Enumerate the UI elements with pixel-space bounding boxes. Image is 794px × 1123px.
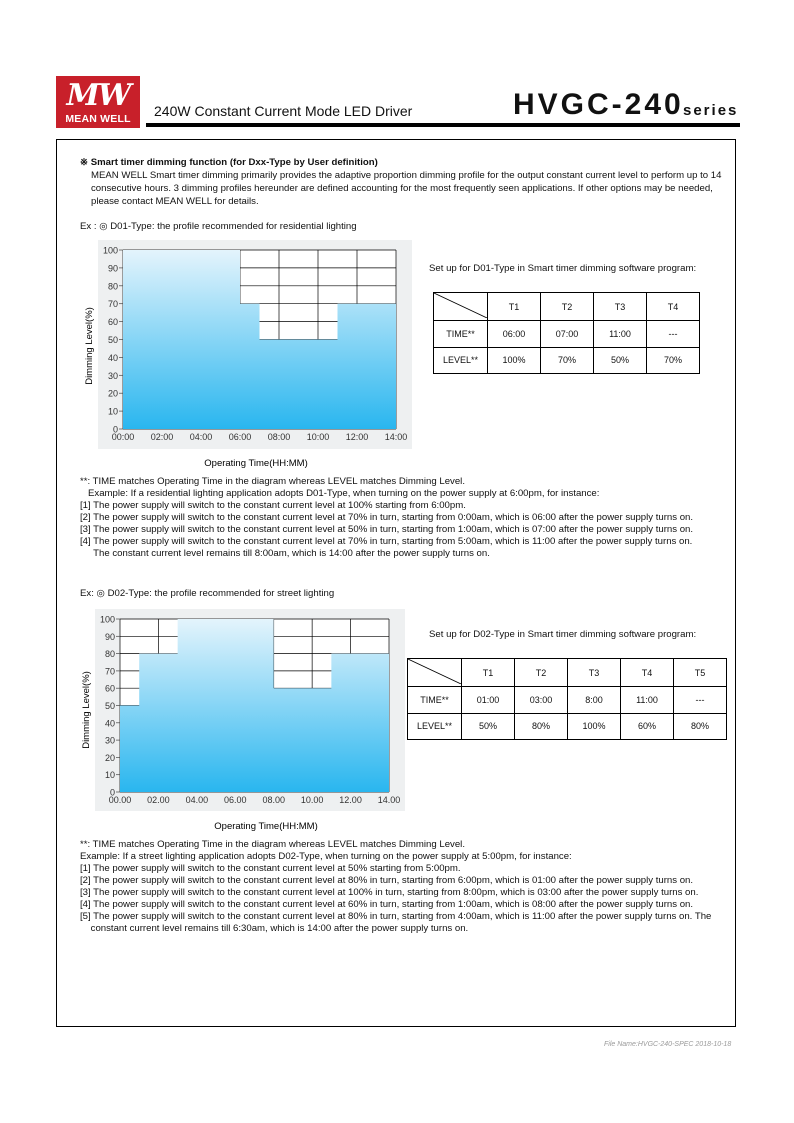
d01-x-tick-label: 08:00 (267, 432, 291, 442)
d02-y-axis-label: Dimming Level(%) (81, 671, 92, 749)
d01-y-tick-label: 10 (107, 406, 118, 417)
d02-x-axis-label: Operating Time(HH:MM) (214, 821, 318, 832)
d01-y-tick-label: 40 (107, 352, 118, 363)
d02-y-tick-label: 70 (104, 666, 115, 677)
d01-x-tick-label: 04:00 (189, 432, 213, 442)
d02-setup-label: Set up for D02-Type in Smart timer dimming software program: (429, 629, 697, 640)
d02-x-tick-label: 02.00 (147, 795, 170, 805)
d02-note: [1] The power supply will switch to the constant current level at 50% starting from 5:00pm. (80, 863, 461, 874)
table-row-level (408, 713, 727, 740)
d02-settings-table (407, 658, 727, 740)
d01-y-tick-label: 30 (107, 370, 118, 381)
column-header: T4 (647, 293, 700, 321)
table-cell: --- (674, 687, 727, 714)
table-row-time (408, 687, 727, 714)
d02-x-tick-label: 00.00 (108, 795, 132, 805)
row-label: TIME** (408, 687, 462, 714)
table-cell: 50% (594, 347, 647, 374)
mean-well-logo (56, 76, 140, 128)
table-header-row (408, 659, 727, 687)
d02-x-tick-label: 14.00 (377, 795, 401, 805)
intro-line: consecutive hours. 3 dimming profiles hereunder are defined accounting for the most frequently seen applications. If other options may be needed, (91, 183, 713, 194)
table-cell: --- (647, 321, 700, 348)
d01-setup-label: Set up for D01-Type in Smart timer dimming software program: (429, 263, 697, 274)
d02-x-tick-label: 12.00 (339, 795, 362, 805)
d02-caption: Ex: ◎ D02-Type: the profile recommended for street lighting (80, 588, 335, 599)
d02-note: constant current level remains till 6:30am, which is 14:00 after the power supply turns on. (80, 923, 469, 934)
d01-note: [1] The power supply will switch to the constant current level at 100% starting from 6:00pm. (80, 500, 466, 511)
d02-chart-svg (77, 609, 412, 837)
d01-x-tick-label: 06:00 (228, 432, 252, 442)
d01-y-tick-label: 0 (112, 424, 118, 435)
d02-note: [2] The power supply will switch to the constant current level at 80% in turn, starting from 6:00pm, which is 01:00 after the power supply turns on. (80, 875, 694, 886)
table-cell: 80% (515, 713, 568, 740)
d01-y-axis-label: Dimming Level(%) (84, 307, 95, 385)
table-cell: 100% (568, 713, 621, 740)
d01-note: [2] The power supply will switch to the constant current level at 70% in turn, starting from 0:00am, which is 06:00 after the power supply turns on. (80, 512, 694, 523)
d02-y-tick-label: 80 (104, 649, 115, 660)
header-rule (146, 123, 740, 127)
intro-heading: ※ Smart timer dimming function (for Dxx-Type by User definition) (80, 157, 378, 168)
d02-y-tick-label: 0 (109, 787, 115, 798)
d01-y-tick-label: 70 (107, 299, 118, 310)
table-cell: 11:00 (594, 321, 647, 348)
d01-y-tick-label: 90 (107, 263, 118, 274)
d01-note: Example: If a residential lighting application adopts D01-Type, when turning on the power supply at 6:00pm, for instance: (80, 488, 600, 499)
d02-note: Example: If a street lighting application adopts D02-Type, when turning on the power supply at 5:00pm, for instance: (80, 851, 572, 862)
d02-note: [4] The power supply will switch to the constant current level at 60% in turn, starting from 1:00am, which is 08:00 after the power supply turns on. (80, 899, 694, 910)
d01-settings-table (433, 292, 700, 374)
d01-x-tick-label: 02:00 (150, 432, 174, 442)
d02-y-tick-label: 20 (104, 752, 115, 763)
d01-note: [4] The power supply will switch to the constant current level at 70% in turn, starting from 5:00am, which is 11:00 after the power supply turns on. (80, 536, 693, 547)
logo-wordmark: MW (66, 78, 130, 113)
column-header: T3 (594, 293, 647, 321)
d01-note: The constant current level remains till 8:00am, which is 14:00 after the power supply turns on. (80, 548, 490, 559)
d01-note: [3] The power supply will switch to the constant current level at 50% in turn, starting from 1:00am, which is 07:00 after the power supply turns on. (80, 524, 694, 535)
d01-y-tick-label: 60 (107, 317, 118, 328)
d02-note: [3] The power supply will switch to the constant current level at 100% in turn, starting from 8:00pm, which is 03:00 after the power supply turns on. (80, 887, 699, 898)
column-header: T2 (541, 293, 594, 321)
d01-y-tick-label: 20 (107, 388, 118, 399)
column-header: T3 (568, 659, 621, 687)
d01-x-tick-label: 10:00 (306, 432, 330, 442)
d01-x-tick-label: 14:00 (384, 432, 408, 442)
d02-y-tick-label: 50 (104, 701, 115, 711)
d02-x-tick-label: 10.00 (300, 795, 324, 805)
diagonal-line (434, 293, 487, 318)
column-header: T2 (515, 659, 568, 687)
table-cell: 60% (621, 713, 674, 740)
logo-company-name: MEAN WELL (65, 113, 131, 125)
d01-chart-svg (80, 240, 415, 472)
row-label: LEVEL** (408, 713, 462, 740)
column-header: T1 (462, 659, 515, 687)
table-cell: 03:00 (515, 687, 568, 714)
table-cell: 80% (674, 713, 727, 740)
intro-line: MEAN WELL Smart timer dimming primarily provides the adaptive proportion dimming profile for the output constant current level to perform up to 14 (91, 170, 722, 181)
table-cell: 70% (647, 347, 700, 374)
row-label: LEVEL** (434, 347, 488, 374)
d02-note: [5] The power supply will switch to the constant current level at 80% in turn, starting from 4:00am, which is 11:00 after the power supply turns on. The (80, 911, 712, 922)
d02-x-tick-label: 08.00 (262, 795, 285, 805)
table-row-level (434, 347, 700, 374)
d02-x-tick-label: 04.00 (185, 795, 209, 805)
d01-caption: Ex : ◎ D01-Type: the profile recommended for residential lighting (80, 221, 357, 232)
model-name: HVGC-240 (513, 88, 684, 121)
table-cell: 06:00 (488, 321, 541, 348)
series-label: series (683, 102, 739, 119)
diagonal-corner-cell (408, 659, 462, 687)
d02-y-tick-label: 30 (104, 735, 115, 746)
table-row-time (434, 321, 700, 348)
table-cell: 70% (541, 347, 594, 374)
table-header-row (434, 293, 700, 321)
d02-y-tick-label: 100 (99, 614, 115, 625)
d02-chart (77, 609, 412, 837)
d02-y-tick-label: 90 (104, 631, 115, 642)
d02-y-tick-label: 10 (104, 770, 115, 781)
intro-line: please contact MEAN WELL for details. (91, 196, 259, 207)
d02-note: **: TIME matches Operating Time in the diagram whereas LEVEL matches Dimming Level. (80, 839, 465, 850)
column-header: T5 (674, 659, 727, 687)
d01-x-tick-label: 00:00 (111, 432, 135, 442)
table-cell: 50% (462, 713, 515, 740)
d02-y-tick-label: 60 (104, 683, 115, 694)
table-cell: 11:00 (621, 687, 674, 714)
d01-marks (103, 246, 407, 443)
diagonal-corner-cell (434, 293, 488, 321)
table-cell: 100% (488, 347, 541, 374)
document-subtitle: 240W Constant Current Mode LED Driver (154, 103, 413, 119)
d01-y-tick-label: 100 (102, 245, 118, 256)
d01-y-tick-label: 50 (107, 335, 118, 345)
column-header: T1 (488, 293, 541, 321)
table-cell: 07:00 (541, 321, 594, 348)
d01-y-tick-label: 80 (107, 281, 118, 292)
row-label: TIME** (434, 321, 488, 348)
table-cell: 01:00 (462, 687, 515, 714)
diagonal-line (408, 659, 461, 684)
table-cell: 8:00 (568, 687, 621, 714)
d02-marks (100, 615, 400, 806)
d01-note: **: TIME matches Operating Time in the diagram whereas LEVEL matches Dimming Level. (80, 476, 465, 487)
column-header: T4 (621, 659, 674, 687)
d02-x-tick-label: 06.00 (224, 795, 247, 805)
d01-chart (80, 240, 415, 472)
d02-y-tick-label: 40 (104, 718, 115, 729)
d01-x-axis-label: Operating Time(HH:MM) (204, 458, 308, 469)
footer-file-name: File Name:HVGC-240-SPEC 2018-10-18 (604, 1041, 732, 1048)
d01-x-tick-label: 12:00 (345, 432, 369, 442)
